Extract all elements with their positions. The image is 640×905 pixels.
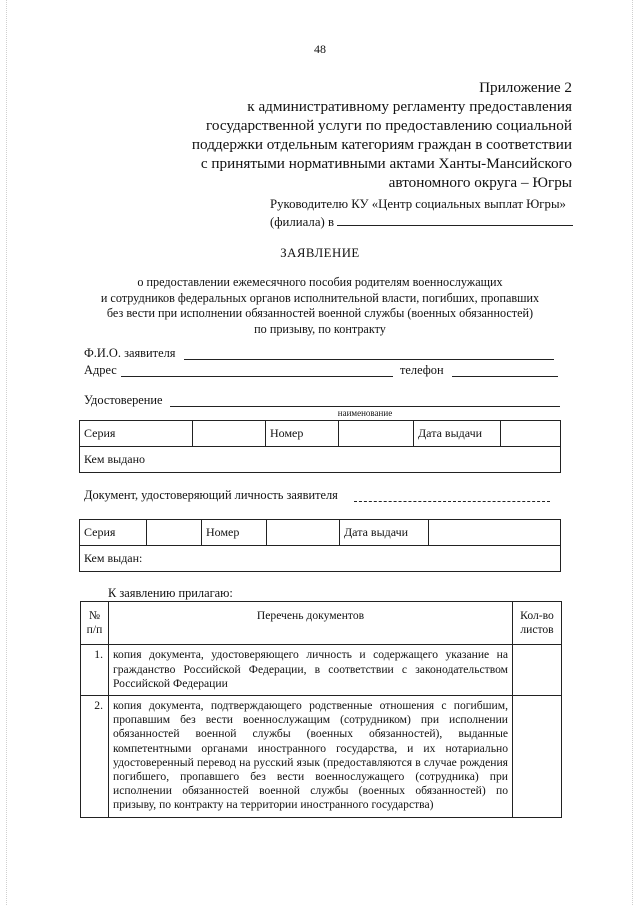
address-label: Адрес (84, 363, 117, 377)
addressee-line: Руководителю КУ «Центр социальных выплат Югры» (270, 197, 566, 211)
row-text: копия документа, подтверждающего родственные отношения с погибшим, пропавшим без вести военнослужащим (сотрудником) при исполнении обязанностей военной службы (военных обязанностей), выданные компетентными органами иностранного государства, и их нотариально удостоверенный перевод на русский язык (предоставляются в случае рождения погибшего, пропавшего без вести военнослужащего (сотрудника) при исполнении обязанностей военной службы (военных обязанностей) по призыву, по контракту на территории иностранного государства) (109, 696, 513, 818)
fio-label: Ф.И.О. заявителя (84, 346, 176, 360)
series-label: Серия (80, 520, 147, 546)
subtitle-line: и сотрудников федеральных органов исполнительной власти, погибших, пропавших (100, 290, 540, 305)
series-field[interactable] (147, 520, 202, 546)
identity-document-field[interactable] (354, 489, 550, 502)
issued-by-field[interactable] (80, 546, 561, 572)
row-text: копия документа, удостоверяющего личность и содержащего указание на гражданство Российской Федерации, в соответствии с законодательством Российской Федерации (109, 645, 513, 696)
series-label: Серия (80, 421, 193, 447)
attachments-intro: К заявлению прилагаю: (108, 586, 233, 600)
header-count: Кол-во листов (513, 602, 562, 645)
row-number: 1. (81, 645, 109, 696)
appendix-line: поддержки отдельным категориям граждан в соответствии (191, 136, 572, 153)
page-number: 48 (314, 42, 326, 56)
issue-date-label: Дата выдачи (340, 520, 429, 546)
table-row (81, 645, 562, 696)
table-row (81, 696, 562, 818)
address-field[interactable] (121, 363, 393, 377)
row-count-field[interactable] (513, 696, 562, 818)
attachments-header-row (81, 602, 562, 645)
fio-field[interactable] (184, 346, 554, 360)
series-field[interactable] (193, 421, 266, 447)
header-list: Перечень документов (109, 602, 513, 645)
appendix-line: к административному регламенту предоставления (247, 98, 572, 115)
branch-field[interactable] (337, 213, 573, 226)
phone-label: телефон (400, 363, 444, 377)
issued-by-label: Кем выдано (84, 452, 146, 466)
issued-by-field[interactable] (80, 447, 561, 473)
certificate-caption: наименование (337, 408, 393, 418)
issued-by-label: Кем выдан: (84, 551, 143, 565)
appendix-line: с принятыми нормативными актами Ханты-Мансийского (200, 155, 572, 172)
identity-document-label: Документ, удостоверяющий личность заявителя (84, 488, 338, 502)
subtitle-line: по призыву, по контракту (254, 321, 386, 336)
appendix-line: автономного округа – Югры (388, 174, 572, 191)
appendix-line: государственной услуги по предоставлению социальной (206, 117, 572, 134)
phone-field[interactable] (452, 363, 558, 377)
addressee-block (270, 196, 580, 231)
row-count-field[interactable] (513, 645, 562, 696)
appendix-line: Приложение 2 (479, 79, 572, 96)
addressee-branch (270, 213, 580, 231)
addressee-branch-label: (филиала) в (270, 215, 334, 229)
issue-date-label: Дата выдачи (414, 421, 501, 447)
left-margin-dots (6, 0, 7, 905)
certificate-field[interactable] (170, 393, 560, 407)
row-number: 2. (81, 696, 109, 818)
number-label: Номер (202, 520, 267, 546)
subtitle-line: о предоставлении ежемесячного пособия родителям военнослужащих (137, 275, 503, 289)
subtitle-line: без вести при исполнении обязанностей военной службы (военных обязанностей) (106, 306, 534, 321)
issue-date-field[interactable] (501, 421, 561, 447)
number-label: Номер (266, 421, 339, 447)
number-field[interactable] (267, 520, 340, 546)
appendix-header (192, 78, 572, 192)
header-num: № п/п (81, 602, 109, 645)
issue-date-field[interactable] (429, 520, 561, 546)
number-field[interactable] (339, 421, 414, 447)
document-subtitle (70, 275, 570, 337)
document-title: ЗАЯВЛЕНИЕ (280, 246, 360, 260)
certificate-table (79, 420, 561, 473)
identity-table (79, 519, 561, 572)
attachments-table (80, 601, 562, 818)
certificate-label: Удостоверение (84, 393, 163, 407)
right-margin-dots (632, 0, 633, 905)
